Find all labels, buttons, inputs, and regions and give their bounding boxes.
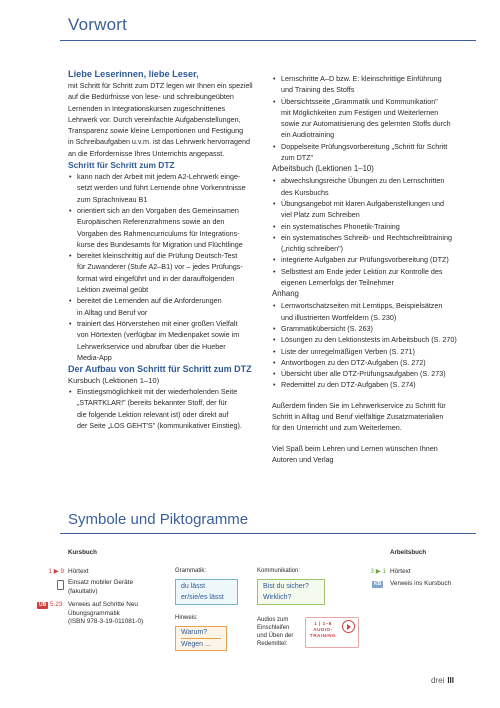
page-number [431,676,454,685]
intro-text [68,80,268,159]
list-line: • Lösungen zu den Lektionstests im Arbeitsbuch (S. 270) [281,335,457,345]
signoff-line: Autoren und Verlag [272,454,334,464]
list-line: • orientiert sich an den Vorgaben des Gemeinsamen [77,205,239,215]
list-line: • Redemittel zu den DTZ-Aufgaben (S. 274) [281,380,416,390]
list-line: ein Audiotraining [281,130,335,140]
arbeitsbuch-heading: Arbeitsbuch (Lektionen 1–10) [272,164,374,174]
list-line: mit Möglichkeiten zum Festigen und Weiterlernen [281,107,439,117]
audios-line: Audios zum [257,617,289,623]
kommunikation-line: Wirklich? [263,594,292,601]
list-line: • Übungsangebot mit klaren Aufgabenstellungen und [281,198,445,208]
closing-paragraph [272,400,472,434]
list-item [272,357,472,368]
list-line: und illustrierten Wortfeldern (S. 230) [281,312,397,322]
kb-badge-wrap [372,580,383,589]
audio-tag-line: AUDIO- [313,627,333,632]
audios-line: Redemittel: [257,641,288,647]
list-line: • Einstiegsmöglichkeit mit der wiederholenden Seite [77,387,238,397]
list-item [68,205,268,250]
list-line: zum Sprachniveau B1 [77,194,148,204]
closing-line: Außerdem finden Sie im Lehrwerkservice zu Schritt für [272,400,446,410]
intro-line: in Schreibaufgaben u.v.m. ist das Lehrwerk hervorragend [68,137,251,147]
list-line: für Zuwanderer (Stufe A2–B1) vor – jedes Prüfungs- [77,262,243,272]
kursbuch-label: Kursbuch [68,549,97,556]
section2-list [68,386,268,431]
list-item [272,379,472,390]
list-line: • Übersichtsseite „Grammatik und Kommunikation" [281,96,438,106]
kursbuch-list [272,73,472,163]
horen-label-kb: Hörtext [68,568,89,575]
hinweis-label: Hinweis: [175,615,198,621]
list-line: Vorgaben des Rahmencurriculums für Integrations- [77,228,240,238]
list-item [272,300,472,323]
left-column [68,68,268,431]
horen-number-kb: 1 ▶ 9 [48,568,64,575]
list-line: • Antwortbogen zu den DTZ-Aufgaben (S. 272) [281,357,426,367]
list-line: • ein systematisches Schreib- und Rechtschreibtraining [281,232,452,242]
grammatik-line: er/sie/es lässt [181,594,224,601]
list-item [272,198,472,221]
section-subheading-kursbuch: Kursbuch (Lektionen 1–10) [68,376,160,386]
intro-heading: Liebe Leserinnen, liebe Leser, [68,69,199,79]
list-line: • kann nach der Arbeit mit jedem A2-Lehrwerk einge- [77,172,241,182]
list-item [272,175,472,198]
list-line: • Grammatikübersicht (S. 263) [281,323,373,333]
list-item [272,266,472,289]
section-heading-aufbau: Der Aufbau von Schritt für Schritt zum DTZ [68,364,252,375]
page-title: Vorwort [68,15,128,34]
list-line: Europäischen Referenzrahmens sowie an den [77,217,225,227]
verweis-line: Verweis auf Schritte Neu [68,601,138,608]
intro-line: Transparenz sowie kleine Lernportionen und Festigung [68,126,244,136]
list-item [68,318,268,363]
list-item [68,295,268,318]
list-line: • bereitet kleinschrittig auf die Prüfung Deutsch-Test [77,251,238,261]
list-item [272,334,472,345]
grammatik-label: Grammatik: [175,568,207,574]
list-line: die folgende Lektion relevant ist) oder direkt auf [77,409,229,419]
list-item [68,250,268,295]
list-line: • Selbsttest am Ende jeder Lektion zur Kontrolle des [281,266,443,276]
list-item [272,73,472,96]
list-line: • Übersicht über alle DTZ-Prüfungsaufgaben (S. 273) [281,369,446,379]
kb-badge: KB [374,581,382,587]
list-line: „STARTKLAR!" (bereits bekannter Stoff, der für [77,398,227,408]
mobile-line: Einsatz mobiler Geräte [68,579,133,586]
closing-line: Schritt in Alltag und Beruf vielfältige Zusatzmaterialien [272,412,444,422]
intro-line: mit Schritt für Schritt zum DTZ legen wir Ihnen ein speziell [68,81,253,90]
verweis-line: Übungsgrammatik [68,609,120,617]
section-heading-schritt: Schritt für Schritt zum DTZ [68,160,175,171]
hinweis-line: Wegen ... [181,641,211,648]
title-rule [60,40,476,41]
list-line: viel Platz zum Schreiben [281,210,360,220]
list-line: • Lernschritte A–D bzw. E: kleinschrittige Einführung [281,74,442,83]
anhang-list [272,300,472,390]
list-line: format wird eingeführt und in der darauffolgenden [77,273,235,283]
list-line: Media-App [77,352,112,362]
list-line: zum DTZ" [281,153,314,163]
mobile-device-icon [57,580,64,590]
list-item [272,368,472,379]
list-line: kurse des Bundesamts für Migration und Flüchtlinge [77,239,243,249]
kommunikation-box [257,579,325,605]
kommunikation-label: Kommunikation: [257,568,301,574]
list-line: • Lernwortschatzseiten mit Lerntipps, Beispielsätzen [281,301,443,311]
page-number-word: drei [430,676,445,685]
ub-page: 5.23 [50,601,63,608]
arbeitsbuch-label: Arbeitsbuch [390,549,427,556]
list-line: Lehrwerkservice und abrufbar über die Hueber [77,341,226,351]
hinweis-box [175,626,227,651]
list-item [272,96,472,141]
verweis-text-kb [68,601,143,627]
list-item [272,141,472,164]
list-line: („richtig schreiben") [281,244,344,254]
list-line: sowie zur Automatisierung des gelernten Stoffs durch [281,119,451,129]
list-line: des Kursbuchs [281,187,329,197]
arbeitsbuch-list [272,175,472,288]
list-line: • Liste der unregelmäßigen Verben (S. 271) [281,346,415,356]
list-item [272,346,472,357]
list-item [272,323,472,334]
intro-line: Lernenden in Integrationskursen zugeschnittenes [68,103,226,113]
page-number-roman: III [447,676,454,685]
play-icon [342,620,355,633]
audios-line: Einschleifen [257,625,290,631]
audio-tag-line: 1 | 1–8 [314,621,332,626]
list-item [68,386,268,431]
signoff-paragraph [272,443,472,466]
list-line: Lektion zweimal geübt [77,285,149,295]
list-line: • abwechslungsreiche Übungen zu den Lernschritten [281,176,445,186]
horen-number-ab: 3 ▶ 1 [370,568,386,575]
mobile-line: (fakultativ) [68,587,98,595]
list-line: von Hörtexten (verfügbar im Medienpaket sowie im [77,330,240,340]
signoff-line: Viel Spaß beim Lehren und Lernen wünschen Ihnen [272,443,438,453]
symbols-title: Symbole und Piktogramme [68,511,249,528]
list-line: eigenen Lernerfolgs der Teilnehmer [281,278,394,288]
audio-tag-line: TRAINING [309,633,337,638]
audios-label [257,616,293,648]
audios-line: und Üben der [257,633,294,639]
verweis-line: (ISBN 978-3-19-011081-0) [68,618,144,625]
list-line: • Doppelseite Prüfungsvorbereitung „Schritt für Schritt [281,141,448,151]
kommunikation-line: Bist du sicher? [263,583,309,590]
list-item [272,254,472,265]
grammatik-line: du lässt [181,583,206,590]
list-item [68,171,268,205]
list-line: • integrierte Aufgaben zur Prüfungsvorbereitung (DTZ) [281,255,449,265]
list-item [272,232,472,255]
grammatik-box [175,579,238,605]
anhang-heading: Anhang [272,289,299,299]
list-line: der Seite „LOS GEHT'S" (kommunikativer Einstieg). [77,421,242,431]
list-line: • ein systematisches Phonetik-Training [281,221,400,231]
intro-line: Lehrwerk vor. Durch vereinfachte Aufgabenstellungen, [68,114,241,124]
list-line: in Alltag und Beruf vor [77,307,148,317]
ub-badge: ÜB [39,602,47,608]
intro-line: auf die Bedürfnisse von lese- und schreibungeübten [68,92,234,102]
list-line: • trainiert das Hörverstehen mit einer großen Vielfalt [77,318,238,328]
list-line: setzt werden und führt Lernende ohne Vorkenntnisse [77,183,246,193]
closing-line: für den Unterricht und zum Weiterlernen. [272,423,402,433]
mobile-text [68,579,133,596]
audio-training-text [307,621,339,639]
verweis-label-ab: Verweis ins Kursbuch [390,580,452,587]
verweis-badge-kb [37,601,62,610]
list-line: • bereitet die Lernenden auf die Anforderungen [77,296,222,306]
right-column [272,73,472,465]
symbols-rule [60,533,476,534]
list-line: und Training des Stoffs [281,85,355,95]
horen-label-ab: Hörtext [390,568,411,575]
section1-list [68,171,268,363]
list-item [272,221,472,232]
hinweis-line: Warum? [181,627,221,639]
intro-line: an die Erfordernisse Ihres Unterrichts angepasst. [68,148,225,158]
